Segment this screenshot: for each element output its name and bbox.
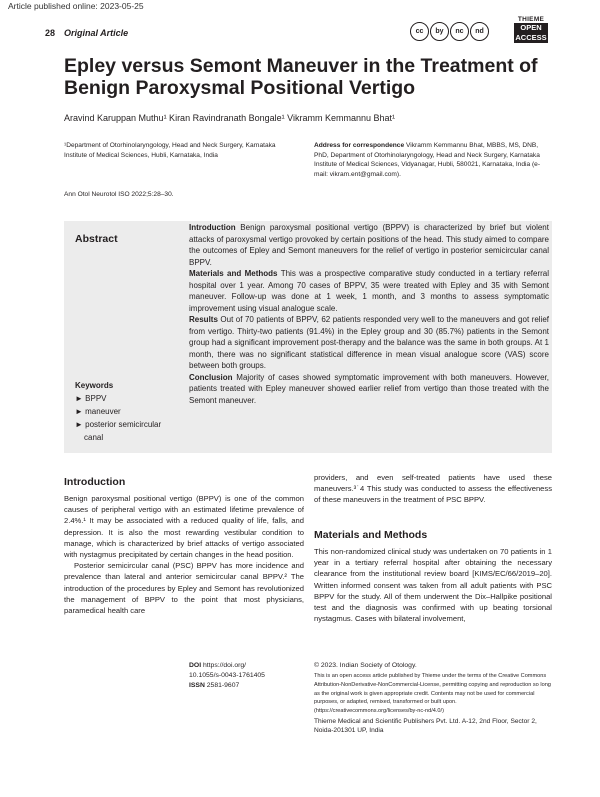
abstract-results-label: Results bbox=[189, 315, 218, 324]
logo-line-1: OPEN bbox=[514, 23, 548, 33]
intro-paragraph-3: providers, and even self-treated patients have used these maneuvers.³˙4 This study was conducted to assess the effectiveness of these maneuvers in the treatment of PSC BPPV. bbox=[314, 473, 552, 505]
affiliation: ¹Department of Otorhinolaryngology, Head and Neck Surgery, Karnataka Institute of Medical Sciences, Hubli, Karnataka, India bbox=[64, 142, 276, 159]
issn: 2581-9607 bbox=[206, 682, 240, 689]
license-icons[interactable] bbox=[410, 22, 489, 42]
keyword-item: ► posterior semicircular bbox=[75, 420, 162, 429]
abstract-intro-label: Introduction bbox=[189, 223, 236, 232]
by-icon: by bbox=[430, 22, 449, 41]
authors: Aravind Karuppan Muthu¹ Kiran Ravindranath Bongale¹ Vikramm Kemmannu Bhat¹ bbox=[64, 113, 396, 123]
address-text: Vikramm Kemmannu Bhat, MBBS, MS, DNB, PhD, Department of Otorhinolaryngology, Head and Neck Surgery, Karnataka Institute of Medical Sciences, Vidyanagar, Hubli, 580021, Karnataka, India (e-mail: vikram.ent@gmail.com). bbox=[314, 142, 541, 178]
thieme-open-access-logo bbox=[514, 16, 548, 43]
intro-paragraph-2: Posterior semicircular canal (PSC) BPPV has more incidence and prevalence than lateral and anterior semicircular canal BPPV.² The introduction of the procedures by Epley and Semont has revolutionized the management of BPPV to the point that most physicians, paramedical health care bbox=[64, 561, 304, 616]
license-text: This is an open access article published by Thieme under the terms of the Creative Commons Attribution-NonDerivative-NonCommercial-License, permitting copying and reproduction so long as the original work is given appropriate credit. Contents may not be used for commercial purposes, or adapted, remixed, transformed or built upon. (https://creativecommons.org/licenses/by-nc-nd/4.0/) bbox=[314, 673, 551, 715]
intro-heading: Introduction bbox=[64, 476, 126, 488]
keyword-item: ► BPPV bbox=[75, 394, 107, 403]
copyright: © 2023. Indian Society of Otology. bbox=[314, 662, 417, 669]
correspondence-address bbox=[314, 141, 552, 179]
logo-line-2: ACCESS bbox=[515, 33, 547, 42]
keyword-item: ► maneuver bbox=[75, 407, 121, 416]
keyword-item: canal bbox=[84, 433, 104, 442]
nd-icon: nd bbox=[470, 22, 489, 41]
keywords-heading: Keywords bbox=[75, 381, 114, 390]
publisher: Thieme Medical and Scientific Publishers Pvt. Ltd. A-12, 2nd Floor, Sector 2, Noida-201301 UP, India bbox=[314, 718, 537, 735]
doi-url[interactable]: https://doi.org/ bbox=[202, 662, 247, 669]
address-label: Address for correspondence bbox=[314, 142, 405, 149]
logo-top-text: THIEME bbox=[517, 16, 545, 23]
intro-column bbox=[64, 493, 304, 616]
abstract-conclusion-label: Conclusion bbox=[189, 372, 233, 382]
abstract-methods: This was a prospective comparative study conducted in a tertiary referral hospital over 1 year. Among 70 cases of BPPV, 35 were treated with Epley and 35 with Semont maneuver. Follow-up was done at 1 week, 1 month, and 3 months to assess symptomatic improvement using visual analogue scale. bbox=[189, 269, 549, 313]
doi-label: DOI bbox=[189, 662, 202, 669]
citation: Ann Otol Neurotol ISO 2022;5:28–30. bbox=[64, 191, 174, 198]
abstract-heading: Abstract bbox=[75, 233, 118, 245]
nc-icon: nc bbox=[450, 22, 469, 41]
article-title: Epley versus Semont Maneuver in the Treatment of Benign Paroxysmal Positional Vertigo bbox=[64, 55, 538, 99]
issn-label: ISSN bbox=[189, 682, 205, 689]
published-date: Article published online: 2023-05-25 bbox=[8, 1, 144, 11]
doi-id[interactable]: 10.1055/s-0043-1761405 bbox=[189, 672, 265, 679]
abstract-conclusion: Majority of cases showed symptomatic improvement with both maneuvers. However, patients treated with Epley maneuver showed earlier relief from vertigo than those treated with the Semont maneuver. bbox=[189, 372, 549, 405]
abstract-methods-label: Materials and Methods bbox=[189, 269, 278, 278]
doi-block bbox=[189, 661, 299, 691]
right-column-top bbox=[314, 472, 552, 506]
abstract-text bbox=[189, 222, 549, 406]
section-label: Original Article bbox=[64, 28, 129, 38]
intro-paragraph-1: Benign paroxysmal positional vertigo (BPPV) is one of the common causes of peripheral vertigo with an estimated lifetime prevalence of 2.4%.¹ It may be associated with a reduced quality of life, falls, and depression. It is also the most rewarding vestibular condition to manage, which is characterized by brief attacks of vertigo associated with nystagmus precipitated by certain changes in the head position. bbox=[64, 494, 304, 560]
methods-heading: Materials and Methods bbox=[314, 529, 428, 541]
cc-icon: cc bbox=[410, 22, 429, 41]
methods-paragraph: This non-randomized clinical study was undertaken on 70 patients in 1 year in a tertiary referral hospital after obtaining the necessary clearance from the institutional review board [KIMS/EC/66/2019–20]. Written informed consent was taken from all adult patients with PSC BPPV for the study. All of them underwent the Dix–Hallpike positional test and the diagnosis was confirmed with up beating torsional nystagmus. Cases with bilateral involvement, bbox=[314, 547, 552, 624]
abstract-results: Out of 70 patients of BPPV, 62 patients responded very well to the maneuvers and got relief from vertigo. Thirty-two patients (91.4%) in the Epley group and 30 (85.7%) patients in the Semont group had a significant improvement post-therapy and the balance was the same in both groups. At 1 month, there was no significant statistical difference in mean visual analogue score (VAS) score between both groups. bbox=[189, 315, 549, 370]
page-number: 28 bbox=[45, 28, 56, 38]
abstract-intro: Benign paroxysmal positional vertigo (BPPV) is characterized by brief but violent attacks of paroxysmal vertigo provoked by certain positions of the head. This study aimed to compare the outcomes of Epley and Semont maneuvers for the relief of vertigo in posterior semicircular canal BPPV. bbox=[189, 223, 549, 267]
